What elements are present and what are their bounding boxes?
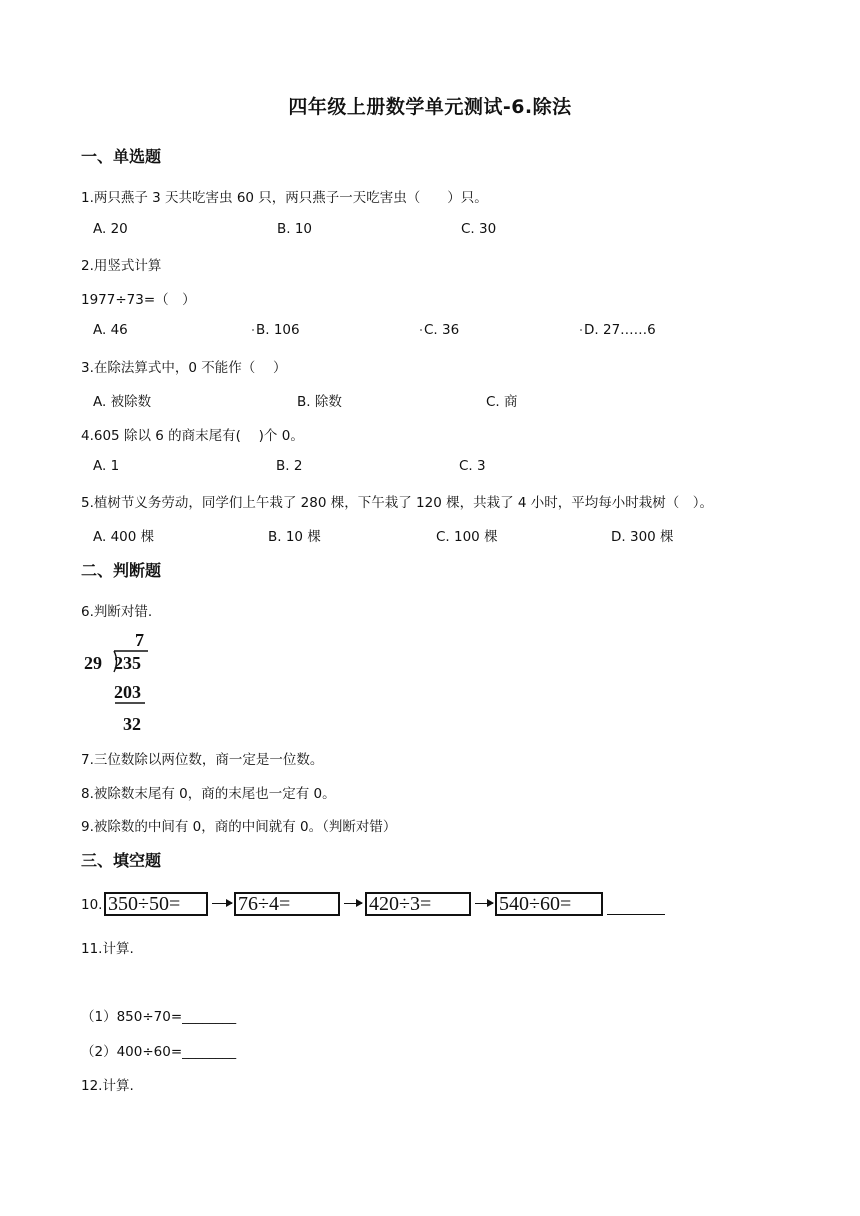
q1-option-c: C. 30 — [461, 221, 497, 237]
q4-option-b: B. 2 — [276, 458, 303, 474]
q1-option-a: A. 20 — [93, 221, 128, 237]
question-11: 11.计算. — [81, 941, 134, 957]
arrow-right-icon — [212, 903, 232, 904]
arrow-right-icon — [344, 903, 362, 904]
q5-option-a: A. 400 棵 — [93, 529, 155, 545]
chain-box-1: 350÷50= — [104, 892, 208, 916]
question-2: 2.用竖式计算 — [81, 258, 162, 274]
q2-option-c — [420, 322, 459, 338]
question-11-item-1: （1）850÷70=________ — [81, 1009, 237, 1025]
question-9: 9.被除数的中间有 0，商的中间就有 0。（判断对错） — [81, 819, 397, 835]
question-3: 3.在除法算式中，0 不能作（ ） — [81, 360, 287, 376]
q5-option-d: D. 300 棵 — [611, 529, 674, 545]
q3-option-a: A. 被除数 — [93, 394, 152, 410]
section-heading-true-false: 二、判断题 — [81, 561, 162, 580]
bullet-dot-icon — [252, 329, 254, 331]
question-7: 7.三位数除以两位数，商一定是一位数。 — [81, 752, 324, 768]
q2-option-b-label: B. 106 — [256, 322, 300, 338]
division-remainder: 32 — [123, 714, 141, 734]
q4-option-c: C. 3 — [459, 458, 486, 474]
question-10-label: 10. — [81, 897, 103, 913]
question-1: 1.两只燕子 3 天共吃害虫 60 只，两只燕子一天吃害虫（ ）只。 — [81, 190, 488, 206]
q2-option-d-label: D. 27……6 — [584, 322, 656, 338]
question-5: 5.植树节义务劳动，同学们上午栽了 280 棵，下午栽了 120 棵，共栽了 4 小时，平均每小时栽树（ ）。 — [81, 495, 714, 511]
arrow-right-icon — [475, 903, 493, 904]
page-title: 四年级上册数学单元测试-6.除法 — [288, 96, 572, 118]
division-quotient: 7 — [135, 630, 144, 650]
chain-box-2: 76÷4= — [234, 892, 340, 916]
question-12: 12.计算. — [81, 1078, 134, 1094]
q3-option-c: C. 商 — [486, 394, 518, 410]
q2-option-a: A. 46 — [93, 322, 128, 338]
q4-option-a: A. 1 — [93, 458, 120, 474]
chain-box-3: 420÷3= — [365, 892, 471, 916]
q2-option-d — [580, 322, 656, 338]
division-product: 203 — [114, 682, 141, 702]
q2-option-c-label: C. 36 — [424, 322, 460, 338]
section-heading-single-choice: 一、单选题 — [81, 147, 162, 166]
question-11-item-2: （2）400÷60=________ — [81, 1044, 237, 1060]
q3-option-b: B. 除数 — [297, 394, 342, 410]
long-division-figure — [82, 628, 162, 738]
q1-option-b: B. 10 — [277, 221, 313, 237]
answer-blank[interactable] — [607, 914, 665, 915]
question-8: 8.被除数末尾有 0，商的末尾也一定有 0。 — [81, 786, 336, 802]
q2-option-b — [252, 322, 300, 338]
bullet-dot-icon — [580, 329, 582, 331]
section-heading-fill-blank: 三、填空题 — [81, 851, 162, 870]
division-divisor: 29 — [84, 653, 102, 673]
chain-box-4: 540÷60= — [495, 892, 603, 916]
division-dividend: 235 — [114, 653, 141, 673]
question-6: 6.判断对错. — [81, 604, 153, 620]
question-4: 4.605 除以 6 的商末尾有( )个 0。 — [81, 428, 304, 444]
q5-option-c: C. 100 棵 — [436, 529, 498, 545]
q5-option-b: B. 10 棵 — [268, 529, 321, 545]
bullet-dot-icon — [420, 329, 422, 331]
question-2-expression: 1977÷73=（ ） — [81, 292, 196, 308]
